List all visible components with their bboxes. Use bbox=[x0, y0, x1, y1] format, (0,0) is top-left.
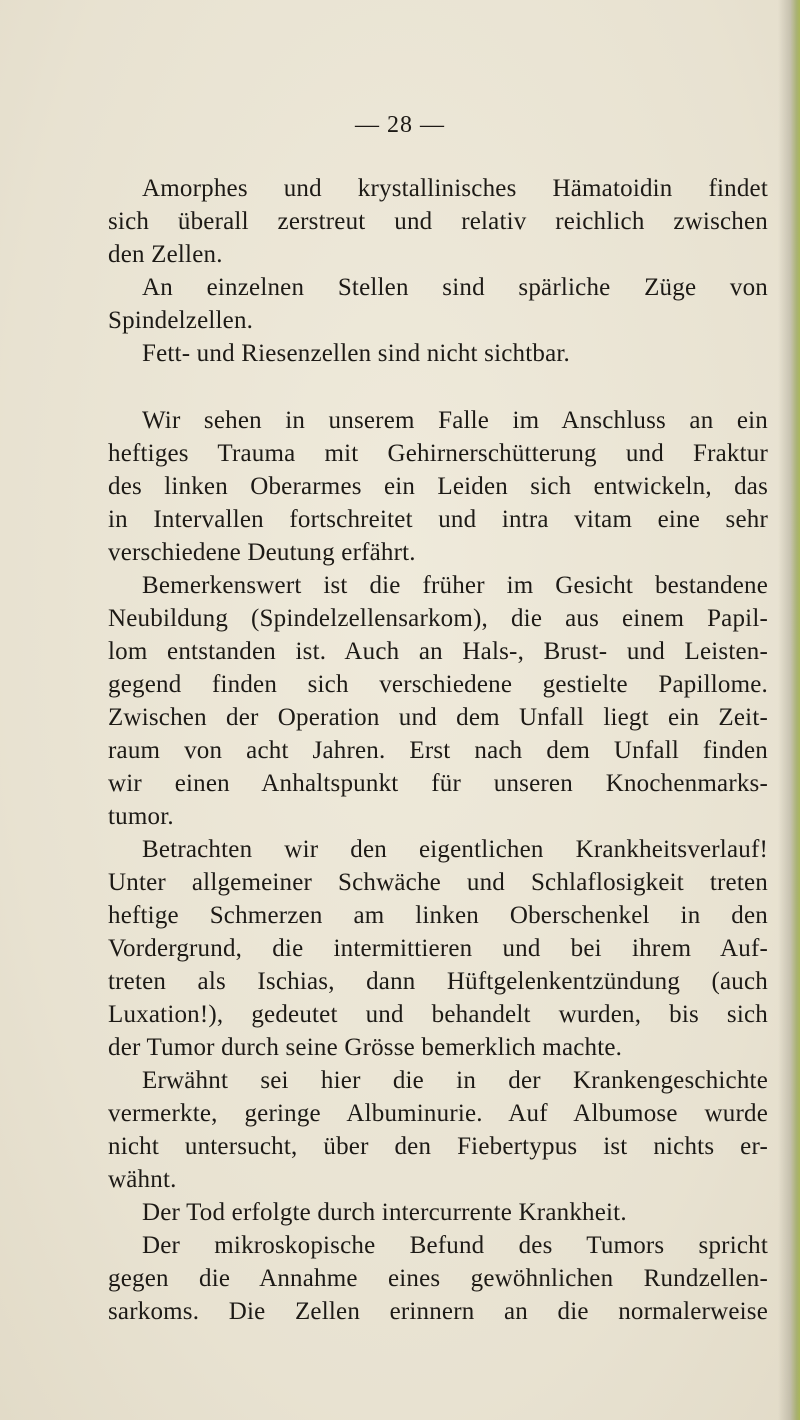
text-line: Bemerkenswert ist die früher im Gesicht bestandene bbox=[142, 572, 768, 599]
text-line: raum von acht Jahren. Erst nach dem Unfall finden bbox=[108, 737, 768, 764]
text-line: Vordergrund, die intermittieren und bei ihrem Auf- bbox=[108, 935, 768, 962]
text-line: Luxation!), gedeutet und behandelt wurden, bis sich bbox=[108, 1001, 768, 1028]
text-line: des linken Oberarmes ein Leiden sich entwickeln, das bbox=[108, 473, 768, 500]
text-line: verschiedene Deutung erfährt. bbox=[108, 539, 416, 566]
text-line: Amorphes und krystallinisches Hämatoidin findet bbox=[142, 175, 768, 202]
text-line: Betrachten wir den eigentlichen Krankheitsverlauf! bbox=[142, 836, 768, 863]
text-line: gegen die Annahme eines gewöhnlichen Rundzellen- bbox=[108, 1265, 768, 1292]
text-line: wähnt. bbox=[108, 1166, 177, 1193]
text-line: gegend finden sich verschiedene gestielte Papillome. bbox=[108, 671, 768, 698]
text-line: treten als Ischias, dann Hüftgelenkentzündung (auch bbox=[108, 968, 768, 995]
text-line: Wir sehen in unserem Falle im Anschluss an ein bbox=[142, 407, 768, 434]
page-edge-shadow bbox=[778, 0, 800, 1420]
text-line: wir einen Anhaltspunkt für unseren Knochenmarks- bbox=[108, 770, 768, 797]
text-line: heftige Schmerzen am linken Oberschenkel in den bbox=[108, 902, 768, 929]
text-line: Zwischen der Operation und dem Unfall liegt ein Zeit- bbox=[108, 704, 768, 731]
paragraph-gap bbox=[108, 370, 768, 404]
text-line: Erwähnt sei hier die in der Krankengeschichte bbox=[142, 1067, 768, 1094]
text-line: sich überall zerstreut und relativ reichlich zwischen bbox=[108, 208, 768, 235]
text-line: tumor. bbox=[108, 803, 174, 830]
text-line: den Zellen. bbox=[108, 241, 223, 268]
page-number: — 28 — bbox=[355, 112, 445, 138]
text-line: An einzelnen Stellen sind spärliche Züge von bbox=[142, 274, 768, 301]
text-line: Fett- und Riesenzellen sind nicht sichtbar. bbox=[142, 340, 570, 367]
text-line: in Intervallen fortschreitet und intra vitam eine sehr bbox=[108, 506, 768, 533]
text-line: heftiges Trauma mit Gehirnerschütterung und Fraktur bbox=[108, 440, 768, 467]
body-text bbox=[108, 172, 768, 1328]
text-line: Neubildung (Spindelzellensarkom), die aus einem Papil- bbox=[108, 605, 768, 632]
text-line: lom entstanden ist. Auch an Hals-, Brust- und Leisten- bbox=[108, 638, 768, 665]
text-line: der Tumor durch seine Grösse bemerklich machte. bbox=[108, 1034, 623, 1061]
text-line: sarkoms. Die Zellen erinnern an die normalerweise bbox=[108, 1298, 768, 1325]
text-line: Unter allgemeiner Schwäche und Schlaflosigkeit treten bbox=[108, 869, 768, 896]
text-line: Spindelzellen. bbox=[108, 307, 254, 334]
text-line: Der Tod erfolgte durch intercurrente Krankheit. bbox=[142, 1199, 627, 1226]
text-line: nicht untersucht, über den Fiebertypus ist nichts er- bbox=[108, 1133, 768, 1160]
text-line: vermerkte, geringe Albuminurie. Auf Albumose wurde bbox=[108, 1100, 768, 1127]
text-line: Der mikroskopische Befund des Tumors spricht bbox=[142, 1232, 768, 1259]
